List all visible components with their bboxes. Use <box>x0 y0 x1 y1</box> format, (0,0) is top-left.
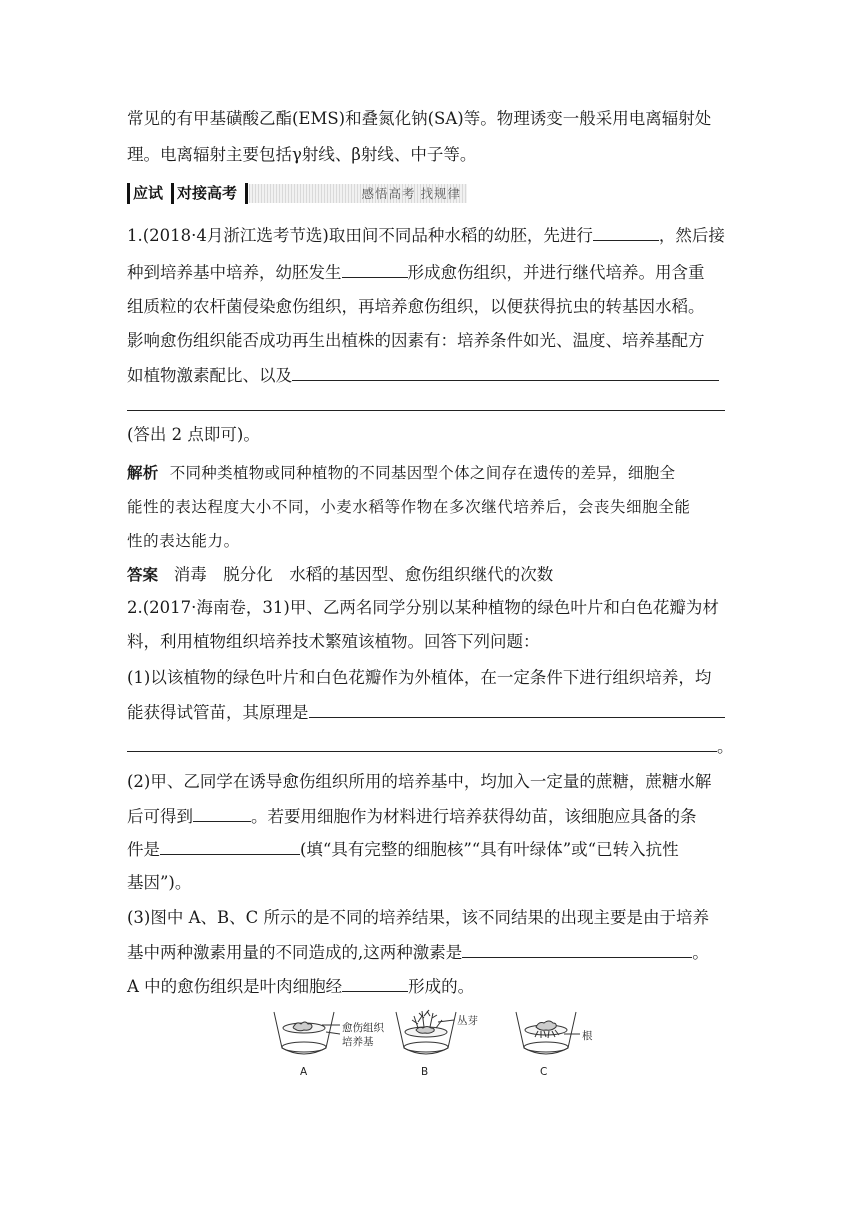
q1-line-3: 组质粒的农杆菌侵染愈伤组织，再培养愈伤组织，以便获得抗虫的转基因水稻。 <box>127 297 705 316</box>
label-shoot: 丛芽 <box>457 1015 478 1027</box>
q2-blank-3 <box>160 838 300 855</box>
q2-blank-5 <box>342 975 408 992</box>
q2-p2-line-3 <box>127 838 679 861</box>
q2-p2-line-2 <box>127 805 697 828</box>
q2-p2-line-4: 基因”)。 <box>127 873 192 892</box>
analysis-label: 解析 <box>127 464 159 482</box>
q1-blank-3 <box>292 364 719 381</box>
q1-answer-rule <box>127 410 725 411</box>
label-b: B <box>421 1066 429 1078</box>
q1-blank-1 <box>593 224 659 241</box>
q1-line-1 <box>127 224 725 247</box>
q2-line-2: 料，利用植物组织培养技术繁殖该植物。回答下列问题： <box>127 632 540 651</box>
answer-label: 答案 <box>127 566 159 584</box>
q2-blank-4 <box>462 941 692 958</box>
q1-blank-2 <box>342 261 408 278</box>
q2-p2-text-d: (填“具有完整的细胞核”“具有叶绿体”或“已转入抗性 <box>300 840 679 859</box>
answer-text: 消毒 脱分化 水稻的基因型、愈伤组织继代的次数 <box>173 565 554 584</box>
intro-line-2: 理。电离辐射主要包括γ射线、β射线、中子等。 <box>127 145 477 164</box>
q1-line-4: 影响愈伤组织能否成功再生出植株的因素有：培养条件如光、温度、培养基配方 <box>127 331 705 350</box>
label-medium: 培养基 <box>342 1036 374 1048</box>
label-root: 根 <box>582 1030 593 1042</box>
q2-p2-line-1: (2)甲、乙同学在诱导愈伤组织所用的培养基中，均加入一定量的蔗糖，蔗糖水解 <box>127 772 712 791</box>
dish-a <box>274 1012 340 1054</box>
q1-line-1-text-b: ，然后接 <box>658 226 725 245</box>
q1-line-2-text-a: 种到培养基中培养，幼胚发生 <box>127 263 342 282</box>
q1-line-2-text-b: 形成愈伤组织，并进行继代培养。用含重 <box>407 263 705 282</box>
dish-b <box>396 1010 456 1054</box>
q2-p3-text-d: 形成的。 <box>408 977 475 996</box>
q2-p2-text-c: 件是 <box>127 840 160 859</box>
header-right-text: 感悟高考 找规律 <box>361 186 461 201</box>
header-part-1: 应试 <box>133 184 164 202</box>
section-header <box>127 181 467 206</box>
q1-line-7: (答出 2 点即可)。 <box>127 425 260 444</box>
q2-p1-text: 能获得试管苗，其原理是 <box>127 703 309 722</box>
analysis-line-1 <box>127 462 675 484</box>
q1-line-5-text: 如植物激素配比、以及 <box>127 366 292 385</box>
intro-line-1: 常见的有甲基磺酸乙酯(EMS)和叠氮化钠(SA)等。物理诱变一般采用电离辐射处 <box>127 109 712 128</box>
q2-p3-line-3 <box>127 975 474 998</box>
q2-p1-line-3 <box>127 735 734 758</box>
q2-p3-text-b: 。 <box>692 943 709 962</box>
q2-p1-end: 。 <box>717 737 734 756</box>
q2-p2-text-b: 。若要用细胞作为材料进行培养获得幼苗，该细胞应具备的条 <box>251 807 697 826</box>
q2-p2-text-a: 后可得到 <box>127 807 193 826</box>
q1-line-2 <box>127 261 705 284</box>
dish-c <box>516 1012 580 1054</box>
q2-p3-text-c: A 中的愈伤组织是叶肉细胞经 <box>127 977 343 996</box>
q2-p3-line-1: (3)图中 A、B、C 所示的是不同的培养结果，该不同结果的出现主要是由于培养 <box>127 908 710 927</box>
q2-p3-text-a: 基中两种激素用量的不同造成的,这两种激素是 <box>127 943 463 962</box>
header-tick <box>127 183 130 204</box>
header-part-2: 对接高考 <box>177 184 238 202</box>
analysis-text-1: 不同种类植物或同种植物的不同基因型个体之间存在遗传的差异，细胞全 <box>169 464 676 482</box>
q2-p3-line-2 <box>127 941 709 964</box>
analysis-line-3: 性的表达能力。 <box>127 532 240 550</box>
q2-p1-line-2 <box>127 701 725 724</box>
q2-line-1: 2.(2017·海南卷，31)甲、乙两名同学分别以某种植物的绿色叶片和白色花瓣为材 <box>127 598 719 617</box>
q2-p1-line-1: (1)以该植物的绿色叶片和白色花瓣作为外植体，在一定条件下进行组织培养，均 <box>127 668 712 687</box>
culture-dishes-illustration <box>268 1000 608 1080</box>
header-tick <box>171 183 174 204</box>
label-a: A <box>300 1066 308 1078</box>
q2-blank-1b <box>127 735 717 752</box>
answer-line <box>127 564 553 586</box>
header-tick <box>245 183 248 204</box>
label-callus: 愈伤组织 <box>342 1022 384 1034</box>
q2-blank-2 <box>193 805 251 822</box>
q2-blank-1 <box>309 701 725 718</box>
culture-figure <box>268 1000 608 1080</box>
q1-line-5 <box>127 364 719 387</box>
label-c: C <box>540 1066 548 1078</box>
q1-line-1-text-a: 1.(2018·4月浙江选考节选)取田间不同品种水稻的幼胚，先进行 <box>127 226 593 245</box>
analysis-line-2: 能性的表达程度大小不同，小麦水稻等作物在多次继代培养后，会丧失细胞全能 <box>127 498 691 516</box>
